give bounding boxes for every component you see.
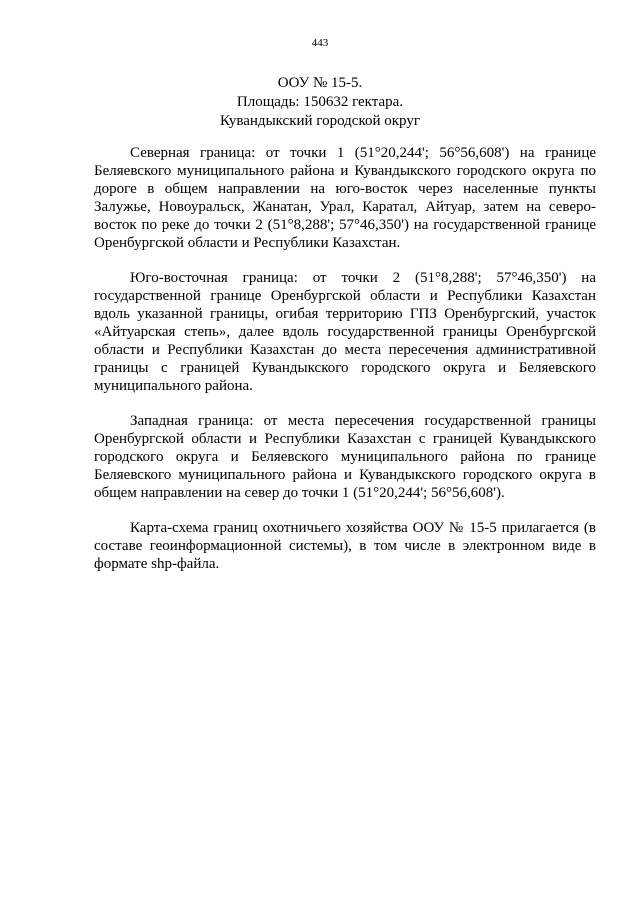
southeastern-boundary-paragraph: Юго-восточная граница: от точки 2 (51°8,288'; 57°46,350') на государственной границе Оренбургской области и Республики Казахстан вдоль указанной границы, огибая территорию ГПЗ Оренбургский, участок «Айтуарская степь», далее вдоль государственной границы Оренбургской области и Республики Казахстан до места пересечения административной границы с границей Кувандыкского городского округа и Беляевского муниципального района.	[94, 270, 596, 394]
map-scheme-paragraph: Карта-схема границ охотничьего хозяйства ООУ № 15-5 прилагается (в составе геоинформационной системы), в том числе в электронном виде в формате shp-файла.	[94, 520, 596, 572]
document-body	[94, 144, 596, 590]
document-heading	[0, 74, 640, 131]
western-boundary-paragraph: Западная граница: от места пересечения государственной границы Оренбургской области и Республики Казахстан с границей Кувандыкского городского округа и Беляевского муниципального района по границе Беляевского муниципального района и Кувандыкского городского округа в общем направлении на север до точки 1 (51°20,244'; 56°56,608').	[94, 413, 596, 501]
area-line: Площадь: 150632 гектара.	[236, 94, 404, 110]
page-number: 443	[311, 37, 329, 49]
district-name: Кувандыкский городской округ	[219, 113, 420, 129]
northern-boundary-paragraph: Северная граница: от точки 1 (51°20,244'; 56°56,608') на границе Беляевского муниципального района и Кувандыкского городского округа по дороге в общем направлении на юго-восток через населенные пункты Залужье, Новоуральск, Жанатан, Урал, Каратал, Айтуар, затем на северо-восток по реке до точки 2 (51°8,288'; 57°46,350') на государственной границе Оренбургской области и Республики Казахстан.	[94, 145, 596, 251]
hunting-ground-id: ООУ № 15-5.	[277, 75, 363, 91]
